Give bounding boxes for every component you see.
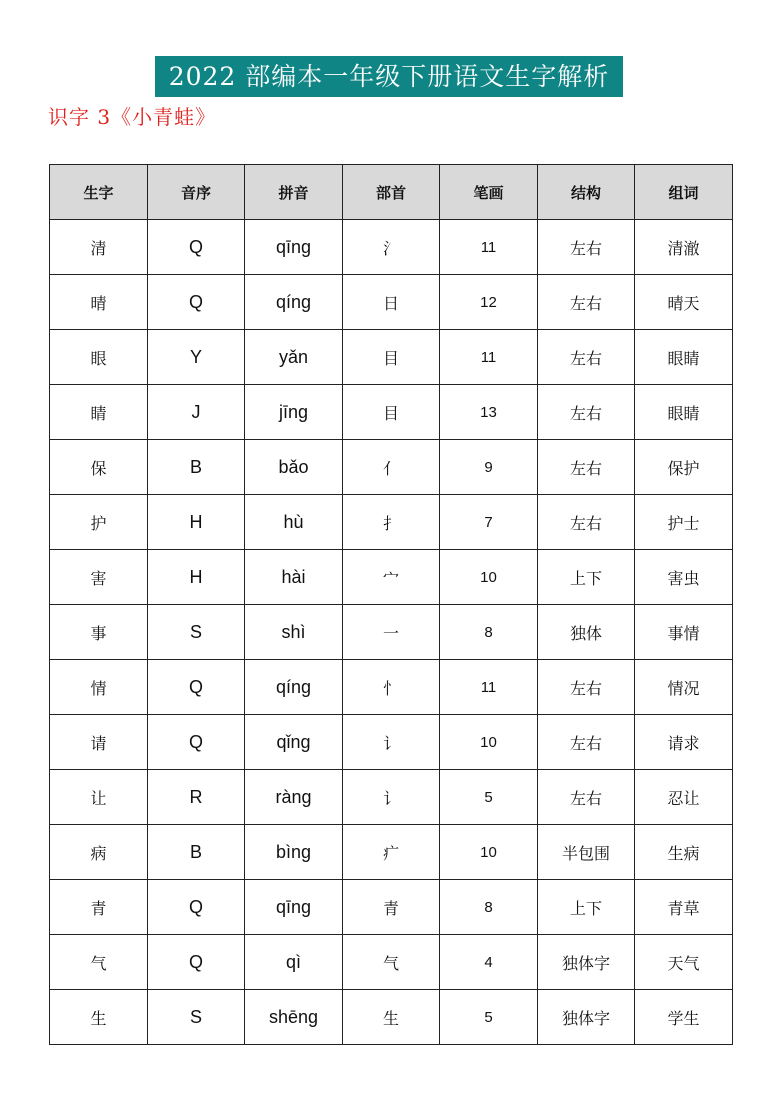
cell-initial: Y — [148, 330, 245, 385]
cell-strokes: 5 — [440, 990, 538, 1045]
cell-character: 情 — [50, 660, 148, 715]
column-header-words: 组词 — [635, 165, 733, 220]
cell-character: 清 — [50, 220, 148, 275]
cell-structure: 上下 — [538, 880, 635, 935]
cell-structure: 左右 — [538, 715, 635, 770]
cell-strokes: 5 — [440, 770, 538, 825]
table-header-row — [50, 165, 733, 220]
cell-strokes: 10 — [440, 550, 538, 605]
cell-structure: 左右 — [538, 385, 635, 440]
cell-pinyin: qīng — [245, 220, 343, 275]
table-row — [50, 330, 733, 385]
cell-pinyin: jīng — [245, 385, 343, 440]
cell-word: 眼睛 — [635, 385, 733, 440]
cell-structure: 左右 — [538, 770, 635, 825]
cell-strokes: 10 — [440, 715, 538, 770]
cell-word: 生病 — [635, 825, 733, 880]
cell-radical: 亻 — [343, 440, 440, 495]
character-table — [49, 164, 733, 1045]
cell-word: 学生 — [635, 990, 733, 1045]
cell-structure: 左右 — [538, 330, 635, 385]
cell-initial: B — [148, 825, 245, 880]
cell-character: 生 — [50, 990, 148, 1045]
cell-initial: Q — [148, 715, 245, 770]
cell-pinyin: hài — [245, 550, 343, 605]
cell-pinyin: bìng — [245, 825, 343, 880]
cell-structure: 左右 — [538, 440, 635, 495]
document-title: 2022 部编本一年级下册语文生字解析 — [155, 56, 623, 97]
cell-strokes: 11 — [440, 660, 538, 715]
cell-character: 害 — [50, 550, 148, 605]
cell-radical: 一 — [343, 605, 440, 660]
cell-structure: 半包围 — [538, 825, 635, 880]
cell-structure: 上下 — [538, 550, 635, 605]
cell-word: 眼睛 — [635, 330, 733, 385]
cell-structure: 独体字 — [538, 990, 635, 1045]
cell-pinyin: shì — [245, 605, 343, 660]
cell-initial: Q — [148, 660, 245, 715]
cell-word: 护士 — [635, 495, 733, 550]
cell-pinyin: qíng — [245, 660, 343, 715]
cell-radical: 青 — [343, 880, 440, 935]
table-row — [50, 715, 733, 770]
cell-initial: S — [148, 605, 245, 660]
column-header-initial: 音序 — [148, 165, 245, 220]
cell-radical: 扌 — [343, 495, 440, 550]
table-row — [50, 550, 733, 605]
cell-initial: S — [148, 990, 245, 1045]
column-header-structure: 结构 — [538, 165, 635, 220]
cell-radical: 忄 — [343, 660, 440, 715]
cell-strokes: 10 — [440, 825, 538, 880]
cell-pinyin: shēng — [245, 990, 343, 1045]
cell-strokes: 11 — [440, 330, 538, 385]
cell-radical: 疒 — [343, 825, 440, 880]
cell-character: 保 — [50, 440, 148, 495]
cell-structure: 独体 — [538, 605, 635, 660]
cell-radical: 生 — [343, 990, 440, 1045]
cell-word: 青草 — [635, 880, 733, 935]
cell-character: 晴 — [50, 275, 148, 330]
cell-character: 气 — [50, 935, 148, 990]
cell-word: 害虫 — [635, 550, 733, 605]
table-row — [50, 770, 733, 825]
cell-structure: 左右 — [538, 660, 635, 715]
cell-strokes: 13 — [440, 385, 538, 440]
cell-radical: 讠 — [343, 770, 440, 825]
cell-pinyin: qì — [245, 935, 343, 990]
cell-word: 情况 — [635, 660, 733, 715]
cell-pinyin: qǐng — [245, 715, 343, 770]
table-row — [50, 495, 733, 550]
cell-word: 天气 — [635, 935, 733, 990]
cell-pinyin: bǎo — [245, 440, 343, 495]
cell-strokes: 7 — [440, 495, 538, 550]
cell-pinyin: yǎn — [245, 330, 343, 385]
column-header-pinyin: 拼音 — [245, 165, 343, 220]
cell-initial: Q — [148, 935, 245, 990]
cell-structure: 左右 — [538, 220, 635, 275]
cell-word: 清澈 — [635, 220, 733, 275]
cell-character: 睛 — [50, 385, 148, 440]
cell-radical: 日 — [343, 275, 440, 330]
cell-pinyin: ràng — [245, 770, 343, 825]
cell-initial: Q — [148, 880, 245, 935]
cell-strokes: 4 — [440, 935, 538, 990]
column-header-strokes: 笔画 — [440, 165, 538, 220]
cell-structure: 左右 — [538, 275, 635, 330]
cell-character: 事 — [50, 605, 148, 660]
table-row — [50, 825, 733, 880]
cell-character: 病 — [50, 825, 148, 880]
table-row — [50, 385, 733, 440]
cell-radical: 宀 — [343, 550, 440, 605]
table-row — [50, 660, 733, 715]
cell-initial: R — [148, 770, 245, 825]
cell-strokes: 12 — [440, 275, 538, 330]
cell-radical: 讠 — [343, 715, 440, 770]
cell-pinyin: hù — [245, 495, 343, 550]
cell-character: 护 — [50, 495, 148, 550]
table-row — [50, 605, 733, 660]
cell-radical: 目 — [343, 385, 440, 440]
cell-strokes: 11 — [440, 220, 538, 275]
cell-initial: Q — [148, 220, 245, 275]
cell-character: 青 — [50, 880, 148, 935]
cell-initial: H — [148, 495, 245, 550]
cell-structure: 左右 — [538, 495, 635, 550]
cell-pinyin: qīng — [245, 880, 343, 935]
cell-initial: Q — [148, 275, 245, 330]
cell-word: 事情 — [635, 605, 733, 660]
cell-pinyin: qíng — [245, 275, 343, 330]
cell-word: 晴天 — [635, 275, 733, 330]
cell-word: 保护 — [635, 440, 733, 495]
column-header-character: 生字 — [50, 165, 148, 220]
cell-word: 忍让 — [635, 770, 733, 825]
table-row — [50, 440, 733, 495]
cell-strokes: 8 — [440, 880, 538, 935]
table-row — [50, 935, 733, 990]
cell-character: 请 — [50, 715, 148, 770]
cell-character: 让 — [50, 770, 148, 825]
cell-character: 眼 — [50, 330, 148, 385]
table-row — [50, 275, 733, 330]
cell-radical: 氵 — [343, 220, 440, 275]
column-header-radical: 部首 — [343, 165, 440, 220]
cell-radical: 目 — [343, 330, 440, 385]
table-row — [50, 880, 733, 935]
cell-initial: J — [148, 385, 245, 440]
cell-strokes: 9 — [440, 440, 538, 495]
cell-strokes: 8 — [440, 605, 538, 660]
table-row — [50, 990, 733, 1045]
table-row — [50, 220, 733, 275]
lesson-title: 识字 3《小青蛙》 — [48, 105, 217, 129]
cell-radical: 气 — [343, 935, 440, 990]
cell-word: 请求 — [635, 715, 733, 770]
cell-initial: H — [148, 550, 245, 605]
cell-initial: B — [148, 440, 245, 495]
cell-structure: 独体字 — [538, 935, 635, 990]
